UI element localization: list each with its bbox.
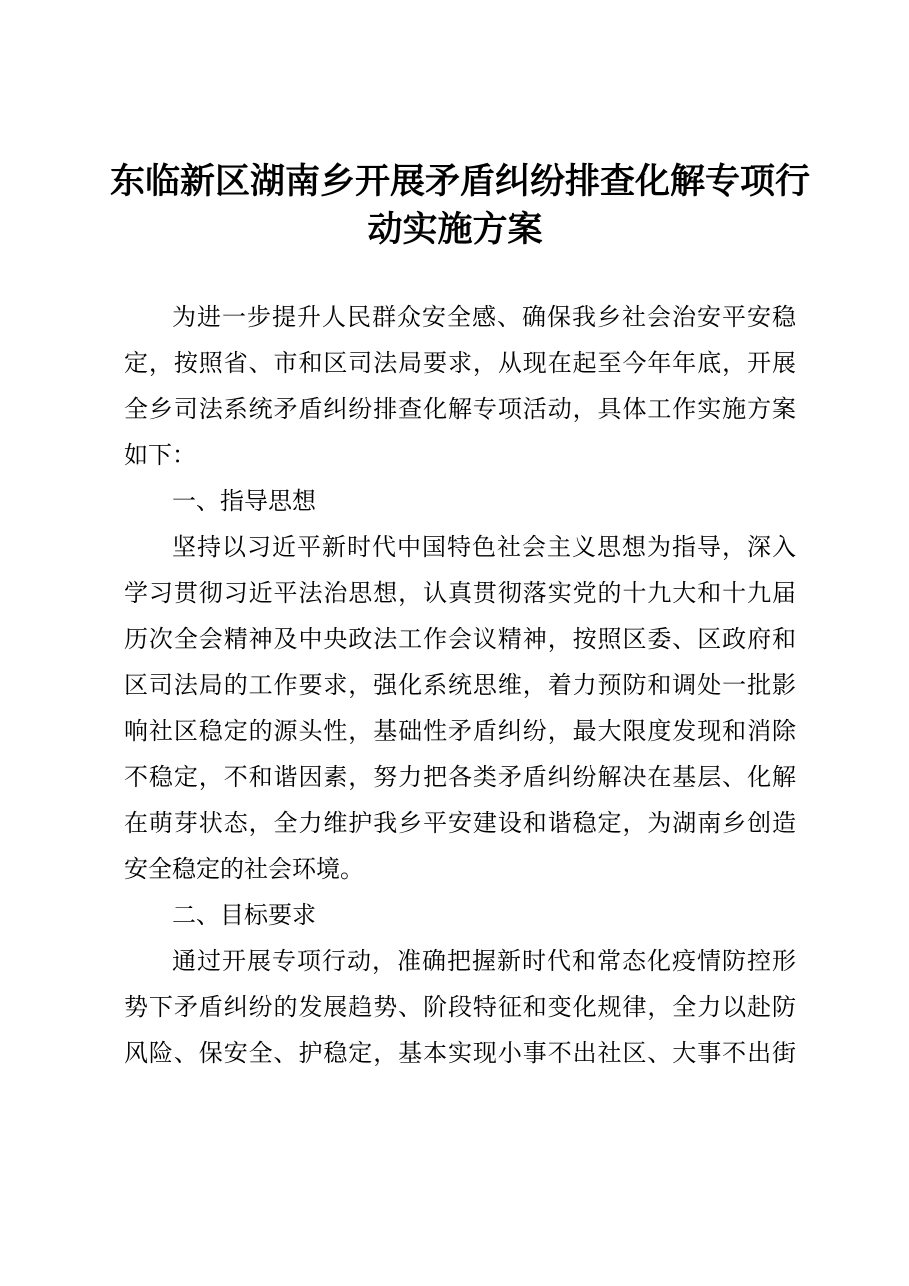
text-line: 定，按照省、市和区司法局要求，从现在起至今年年底，开展	[124, 349, 796, 377]
title-line-2: 动实施方案	[367, 210, 543, 250]
text-line: 全乡司法系统矛盾纠纷排查化解专项活动，具体工作实施方案	[124, 395, 796, 423]
text-line: 风险、保安全、护稳定，基本实现小事不出社区、大事不出街	[124, 1039, 796, 1067]
paragraph-intro	[124, 294, 796, 478]
text-line: 学习贯彻习近平法治思想，认真贯彻落实党的十九大和十九届	[124, 579, 796, 607]
text-line: 安全稳定的社会环境。	[124, 855, 364, 883]
text-line: 势下矛盾纠纷的发展趋势、阶段特征和变化规律，全力以赴防	[124, 993, 796, 1021]
title-line-1: 东临新区湖南乡开展矛盾纠纷排查化解专项行	[110, 162, 811, 202]
document-body	[124, 294, 796, 1076]
section-heading-guiding-thought: 一、指导思想	[172, 487, 316, 515]
text-line: 历次全会精神及中央政法工作会议精神，按照区委、区政府和	[124, 625, 796, 653]
document-title	[110, 158, 811, 254]
text-line: 在萌芽状态，全力维护我乡平安建设和谐稳定，为湖南乡创造	[124, 809, 796, 837]
paragraph-guiding-thought	[124, 524, 796, 892]
text-line: 区司法局的工作要求，强化系统思维，着力预防和调处一批影	[124, 671, 796, 699]
section-heading-objectives: 二、目标要求	[172, 901, 316, 929]
text-line: 坚持以习近平新时代中国特色社会主义思想为指导，深入	[172, 533, 796, 561]
text-line: 通过开展专项行动，准确把握新时代和常态化疫情防控形	[172, 947, 796, 975]
paragraph-objectives	[124, 938, 796, 1076]
text-line: 响社区稳定的源头性，基础性矛盾纠纷，最大限度发现和消除	[124, 717, 796, 745]
text-line: 为进一步提升人民群众安全感、确保我乡社会治安平安稳	[172, 303, 796, 331]
text-line: 不稳定，不和谐因素，努力把各类矛盾纠纷解决在基层、化解	[124, 763, 796, 791]
text-line: 如下：	[124, 441, 196, 469]
